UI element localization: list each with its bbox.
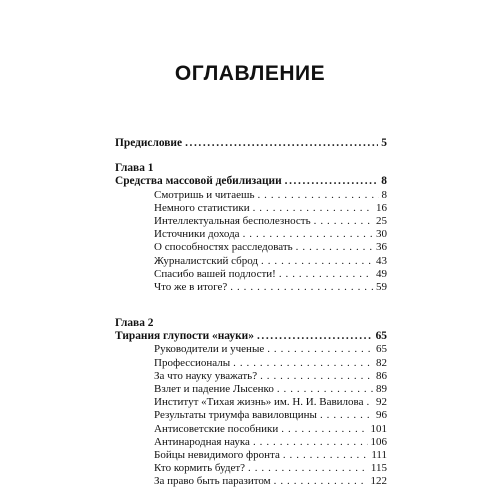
- toc-entry[interactable]: [115, 370, 387, 383]
- toc-entry-title: Профессионалы: [154, 356, 231, 369]
- toc-entry-page: 65: [376, 343, 387, 356]
- toc-entry[interactable]: [115, 396, 387, 409]
- dot-leader: [233, 357, 373, 370]
- toc-entry-page: 101: [370, 422, 387, 435]
- dot-leader: [279, 268, 373, 281]
- chapter-1-label: Глава 1: [115, 162, 154, 175]
- toc-entry[interactable]: [115, 281, 387, 294]
- dot-leader: [267, 343, 373, 356]
- toc-entry[interactable]: [115, 268, 387, 281]
- toc-chapter-2[interactable]: [115, 330, 387, 343]
- toc-entry-title: Институт «Тихая жизнь» им. Н. И. Вавилова: [154, 396, 364, 409]
- toc-entry-title: Бойцы невидимого фронта: [154, 448, 280, 461]
- toc-entry-page: 86: [376, 369, 387, 382]
- toc-entry-title: Кто кормить будет?: [154, 462, 246, 475]
- table-of-contents: [115, 137, 387, 489]
- toc-entry-title: Антинародная наука: [154, 435, 250, 448]
- toc-entry-page: 122: [370, 475, 387, 488]
- toc-entry-title: Антисоветские пособники: [154, 422, 279, 435]
- chapter-2-label: Глава 2: [115, 317, 154, 330]
- toc-entry[interactable]: [115, 202, 387, 215]
- toc-entry-page: 115: [370, 462, 387, 475]
- toc-entry-page: 82: [376, 356, 387, 369]
- toc-entry[interactable]: [115, 189, 387, 202]
- toc-entry-title: Журналистский сброд: [154, 254, 259, 267]
- dot-leader: [320, 409, 373, 422]
- toc-entry-title: За право быть паразитом: [154, 475, 271, 488]
- toc-preface-page: 5: [381, 137, 387, 149]
- toc-entry-title: Что же в итоге?: [154, 280, 228, 293]
- toc-entry[interactable]: [115, 475, 387, 488]
- toc-entry-page: 16: [376, 201, 387, 214]
- toc-entry-title: Взлет и падение Лысенко: [154, 383, 274, 395]
- dot-leader: [230, 281, 373, 294]
- toc-entry-page: 8: [381, 188, 387, 201]
- dot-leader: [185, 137, 378, 150]
- toc-entry[interactable]: [115, 228, 387, 241]
- toc-entry-title: Немного статистики: [154, 201, 250, 214]
- toc-entry-page: 92: [376, 396, 387, 409]
- toc-entry-page: 96: [376, 409, 387, 422]
- toc-chapter-1[interactable]: [115, 175, 387, 188]
- dot-leader: [366, 396, 373, 409]
- toc-entry-page: 43: [376, 254, 387, 267]
- page-title: ОГЛАВЛЕНИЕ: [174, 62, 326, 85]
- toc-entry-title: Результаты триумфа вавиловщины: [154, 409, 317, 422]
- toc-entry[interactable]: [115, 449, 387, 462]
- dot-leader: [277, 383, 373, 396]
- toc-entry-page: 59: [376, 280, 387, 293]
- dot-leader: [253, 436, 368, 449]
- toc-entry-page: 36: [376, 241, 387, 254]
- toc-entry[interactable]: [115, 343, 387, 356]
- dot-leader: [248, 462, 368, 475]
- toc-entry-title: За что науку уважать?: [154, 369, 258, 382]
- toc-entry-page: 49: [376, 267, 387, 280]
- toc-entry-title: Интеллектуальная бесполезность: [154, 214, 311, 227]
- toc-entry[interactable]: [115, 215, 387, 228]
- toc-entry[interactable]: [115, 383, 387, 396]
- toc-entry-page: 89: [376, 383, 387, 395]
- chapter-1-title: Средства массовой дебилизации: [115, 175, 282, 188]
- dot-leader: [257, 330, 373, 343]
- chapter-2-title: Тирания глупости «науки»: [115, 330, 254, 343]
- dot-leader: [261, 255, 373, 268]
- dot-leader: [274, 475, 368, 488]
- toc-preface[interactable]: [115, 137, 387, 150]
- chapter-2-page: 65: [375, 330, 387, 343]
- dot-leader: [283, 449, 368, 462]
- toc-entry-title: Спасибо вашей подлости!: [154, 267, 276, 280]
- dot-leader: [253, 202, 373, 215]
- toc-entry-title: Руководители и ученые: [154, 343, 265, 356]
- dot-leader: [296, 241, 373, 254]
- dot-leader: [285, 175, 379, 188]
- toc-entry[interactable]: [115, 423, 387, 436]
- toc-entry[interactable]: [115, 436, 387, 449]
- toc-entry-page: 25: [376, 214, 387, 227]
- chapter-1-page: 8: [381, 175, 387, 188]
- toc-preface-title: Предисловие: [115, 137, 183, 149]
- dot-leader: [281, 423, 367, 436]
- toc-entry[interactable]: [115, 462, 387, 475]
- toc-entry[interactable]: [115, 241, 387, 254]
- toc-entry-title: О способностях расследовать: [154, 241, 293, 254]
- toc-entry[interactable]: [115, 409, 387, 422]
- toc-entry[interactable]: [115, 255, 387, 268]
- toc-entry-title: Смотришь и читаешь: [154, 188, 255, 201]
- dot-leader: [260, 370, 373, 383]
- toc-entry[interactable]: [115, 357, 387, 370]
- dot-leader: [257, 189, 378, 202]
- toc-entry-page: 30: [376, 228, 387, 241]
- dot-leader: [314, 215, 373, 228]
- toc-entry-page: 111: [371, 448, 387, 461]
- toc-entry-title: Источники дохода: [154, 228, 240, 241]
- dot-leader: [243, 228, 373, 241]
- toc-entry-page: 106: [370, 435, 387, 448]
